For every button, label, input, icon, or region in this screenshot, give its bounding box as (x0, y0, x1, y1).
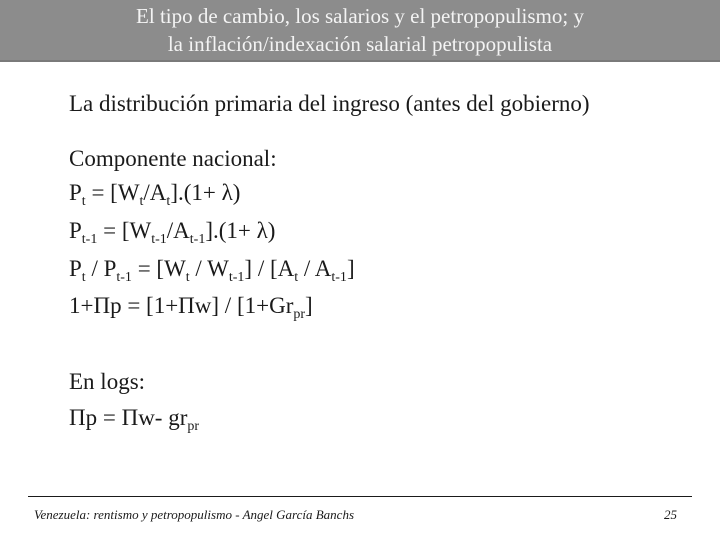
slide-title-bar (0, 0, 720, 62)
equation-1: $P_t = [W_t/A_t].(1+ \lambda)$ (69, 180, 241, 209)
equation-4: $1+\Pi p = [1+\Pi w] / [1+Gr_{pr}]$ (69, 293, 313, 322)
slide-title-line-1: El tipo de cambio, los salarios y el petropopulismo; y (136, 4, 584, 28)
equation-3: $P_t / P_{t-1} = [W_t / W_{t-1}] / [A_t / A_{t-1}]$ (69, 256, 355, 285)
footer-divider (28, 496, 692, 497)
equation-2: $P_{t-1} = [W_{t-1}/A_{t-1}].(1+ \lambda)$ (69, 218, 276, 247)
footer-text: Venezuela: rentismo y petropopulismo - Angel García Banchs (34, 507, 355, 522)
equation-logs: Πp = Πw- $gr_{pr}$ (69, 405, 200, 434)
section-heading-logs: En logs: (69, 369, 146, 394)
subtitle: La distribución primaria del ingreso (antes del gobierno) (69, 91, 590, 116)
page-number: 25 (664, 507, 677, 522)
slide-title-line-2: la inflación/indexación salarial petropopulista (167, 32, 553, 56)
section-heading-national: Componente nacional: (69, 146, 277, 171)
